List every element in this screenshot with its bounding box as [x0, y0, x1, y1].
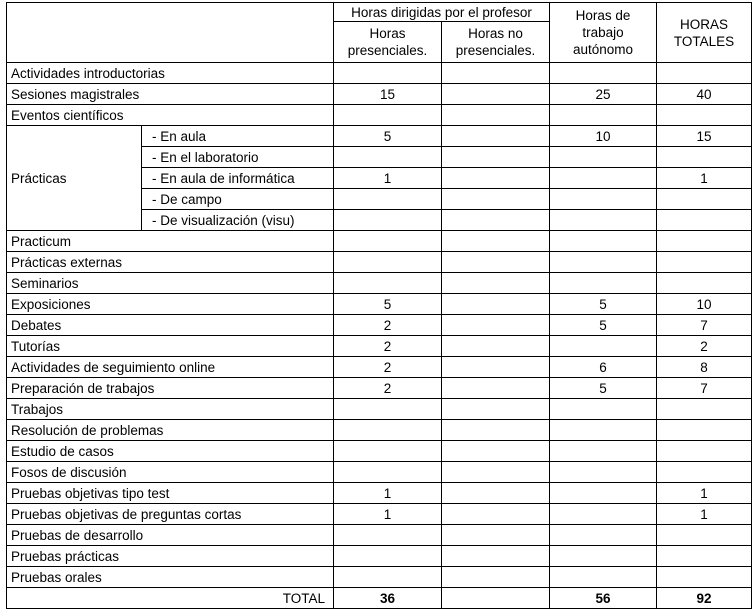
cell-totales: 15: [657, 126, 752, 147]
table-row: [7, 441, 752, 462]
cell-presenciales: 2: [334, 336, 442, 357]
cell-no-presenciales: [442, 273, 550, 294]
cell-presenciales: 5: [334, 294, 442, 315]
table-row: [7, 252, 752, 273]
row-label: Prácticas externas: [7, 252, 334, 273]
cell-no-presenciales: [442, 252, 550, 273]
cell-no-presenciales: [442, 105, 550, 126]
row-label: Tutorías: [7, 336, 334, 357]
cell-presenciales: [334, 273, 442, 294]
cell-no-presenciales: [442, 441, 550, 462]
cell-presenciales: [334, 420, 442, 441]
cell-presenciales: [334, 231, 442, 252]
cell-presenciales: [334, 189, 442, 210]
cell-totales: [657, 441, 752, 462]
table-row: [7, 336, 752, 357]
row-label: Seminarios: [7, 273, 334, 294]
cell-totales: [657, 189, 752, 210]
cell-totales: [657, 462, 752, 483]
table-row: [7, 567, 752, 588]
cell-autonomo: 5: [550, 315, 657, 336]
table-row: [7, 63, 752, 84]
cell-presenciales: [334, 525, 442, 546]
cell-no-presenciales: [442, 231, 550, 252]
cell-presenciales: 2: [334, 357, 442, 378]
cell-no-presenciales: [442, 378, 550, 399]
cell-autonomo: [550, 252, 657, 273]
cell-no-presenciales: [442, 420, 550, 441]
cell-totales: 1: [657, 168, 752, 189]
row-label: Exposiciones: [7, 294, 334, 315]
cell-presenciales: 15: [334, 84, 442, 105]
header-group-profesor: Horas dirigidas por el profesor: [334, 3, 550, 22]
cell-presenciales: [334, 546, 442, 567]
table-row: [7, 231, 752, 252]
cell-no-presenciales: [442, 147, 550, 168]
cell-presenciales: 5: [334, 126, 442, 147]
total-row: [7, 588, 752, 609]
cell-no-presenciales: [442, 504, 550, 525]
row-label: Actividades introductorias: [7, 63, 334, 84]
cell-totales: 8: [657, 357, 752, 378]
row-label: Preparación de trabajos: [7, 378, 334, 399]
cell-autonomo: 5: [550, 378, 657, 399]
cell-no-presenciales: [442, 336, 550, 357]
cell-no-presenciales: [442, 294, 550, 315]
cell-autonomo: [550, 525, 657, 546]
total-totales: 92: [657, 588, 752, 609]
table-row: [7, 84, 752, 105]
cell-presenciales: [334, 105, 442, 126]
cell-autonomo: [550, 399, 657, 420]
row-label: Debates: [7, 315, 334, 336]
row-label: Trabajos: [7, 399, 334, 420]
cell-autonomo: [550, 210, 657, 231]
row-label: Pruebas objetivas de preguntas cortas: [7, 504, 334, 525]
row-label: Sesiones magistrales: [7, 84, 334, 105]
practicas-sub-label: - De campo: [142, 189, 334, 210]
table-row: [7, 483, 752, 504]
table-row: [7, 462, 752, 483]
cell-totales: 7: [657, 378, 752, 399]
cell-autonomo: [550, 336, 657, 357]
cell-no-presenciales: [442, 189, 550, 210]
cell-no-presenciales: [442, 126, 550, 147]
cell-autonomo: [550, 546, 657, 567]
cell-presenciales: [334, 567, 442, 588]
cell-no-presenciales: [442, 567, 550, 588]
cell-totales: [657, 525, 752, 546]
table-row: [7, 357, 752, 378]
header-blank-cell: [7, 3, 334, 63]
cell-totales: [657, 567, 752, 588]
cell-autonomo: [550, 231, 657, 252]
cell-autonomo: 10: [550, 126, 657, 147]
row-label: Actividades de seguimiento online: [7, 357, 334, 378]
cell-totales: 1: [657, 483, 752, 504]
cell-totales: [657, 399, 752, 420]
cell-totales: 7: [657, 315, 752, 336]
cell-totales: [657, 546, 752, 567]
header-totales: HORAS TOTALES: [657, 3, 752, 63]
cell-presenciales: 1: [334, 504, 442, 525]
cell-totales: [657, 63, 752, 84]
cell-presenciales: [334, 63, 442, 84]
table-row: [7, 399, 752, 420]
cell-presenciales: 2: [334, 315, 442, 336]
cell-no-presenciales: [442, 210, 550, 231]
table-row: [7, 525, 752, 546]
cell-no-presenciales: [442, 357, 550, 378]
cell-autonomo: [550, 504, 657, 525]
cell-totales: [657, 273, 752, 294]
cell-totales: [657, 252, 752, 273]
row-label: Estudio de casos: [7, 441, 334, 462]
cell-no-presenciales: [442, 462, 550, 483]
cell-presenciales: [334, 462, 442, 483]
total-no-presenciales: [442, 588, 550, 609]
practicas-sub-label: - En aula: [142, 126, 334, 147]
total-autonomo: 56: [550, 588, 657, 609]
cell-autonomo: [550, 483, 657, 504]
row-label: Pruebas orales: [7, 567, 334, 588]
header-presenciales: Horas presenciales.: [334, 22, 442, 63]
practicas-sub-label: - En aula de informática: [142, 168, 334, 189]
table-row: [7, 294, 752, 315]
cell-presenciales: [334, 210, 442, 231]
row-label: Fosos de discusión: [7, 462, 334, 483]
cell-autonomo: [550, 273, 657, 294]
cell-no-presenciales: [442, 399, 550, 420]
total-presenciales: 36: [334, 588, 442, 609]
cell-presenciales: 1: [334, 483, 442, 504]
cell-totales: 1: [657, 504, 752, 525]
cell-no-presenciales: [442, 168, 550, 189]
row-label: Practicum: [7, 231, 334, 252]
total-label: TOTAL: [7, 588, 334, 609]
table-row: [7, 546, 752, 567]
cell-no-presenciales: [442, 315, 550, 336]
cell-autonomo: [550, 105, 657, 126]
row-label: Eventos científicos: [7, 105, 334, 126]
cell-totales: 2: [657, 336, 752, 357]
cell-autonomo: [550, 147, 657, 168]
cell-presenciales: [334, 252, 442, 273]
table-row: [7, 378, 752, 399]
cell-autonomo: [550, 441, 657, 462]
cell-presenciales: [334, 147, 442, 168]
cell-presenciales: [334, 441, 442, 462]
table-row: [7, 420, 752, 441]
practicas-sub-label: - De visualización (visu): [142, 210, 334, 231]
header-no-presenciales: Horas no presenciales.: [442, 22, 550, 63]
cell-presenciales: 2: [334, 378, 442, 399]
cell-totales: [657, 420, 752, 441]
cell-totales: [657, 147, 752, 168]
row-label: Pruebas de desarrollo: [7, 525, 334, 546]
cell-totales: [657, 231, 752, 252]
cell-totales: [657, 210, 752, 231]
row-label: Resolución de problemas: [7, 420, 334, 441]
cell-autonomo: 5: [550, 294, 657, 315]
cell-autonomo: [550, 462, 657, 483]
cell-no-presenciales: [442, 546, 550, 567]
cell-autonomo: [550, 189, 657, 210]
header-autonomo: Horas de trabajo autónomo: [550, 3, 657, 63]
table-row: [7, 273, 752, 294]
table-row: [7, 126, 752, 147]
cell-presenciales: [334, 399, 442, 420]
cell-totales: [657, 105, 752, 126]
table-row: [7, 105, 752, 126]
cell-no-presenciales: [442, 483, 550, 504]
cell-totales: 10: [657, 294, 752, 315]
cell-no-presenciales: [442, 84, 550, 105]
cell-autonomo: [550, 567, 657, 588]
cell-autonomo: [550, 420, 657, 441]
practicas-label: Prácticas: [7, 126, 142, 231]
practicas-sub-label: - En el laboratorio: [142, 147, 334, 168]
cell-autonomo: 25: [550, 84, 657, 105]
table-row: [7, 504, 752, 525]
cell-autonomo: [550, 168, 657, 189]
row-label: Pruebas prácticas: [7, 546, 334, 567]
cell-autonomo: [550, 63, 657, 84]
cell-autonomo: 6: [550, 357, 657, 378]
cell-totales: 40: [657, 84, 752, 105]
table-row: [7, 315, 752, 336]
cell-no-presenciales: [442, 63, 550, 84]
hours-table: [6, 2, 752, 609]
row-label: Pruebas objetivas tipo test: [7, 483, 334, 504]
cell-no-presenciales: [442, 525, 550, 546]
cell-presenciales: 1: [334, 168, 442, 189]
